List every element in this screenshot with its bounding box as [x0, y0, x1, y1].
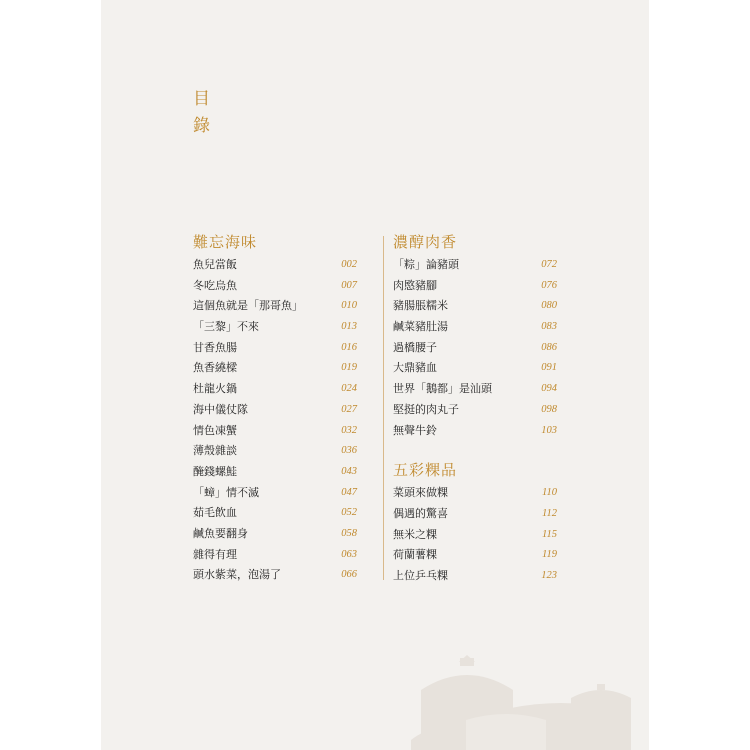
toc-entry-title: 這個魚就是「那哥魚」 — [193, 299, 303, 313]
toc-entry-page-number: 112 — [542, 507, 557, 519]
toc-entry[interactable] — [193, 462, 357, 483]
toc-entry[interactable] — [193, 338, 357, 359]
toc-entry[interactable] — [393, 566, 557, 587]
toc-entry-page-number: 019 — [341, 362, 357, 374]
toc-entry-title: 海中儀仗隊 — [193, 402, 248, 416]
toc-entry-title: 魚兒當飯 — [193, 258, 237, 271]
toc-entry-title: 甘香魚腸 — [193, 340, 237, 354]
toc-entry-page-number: 110 — [542, 487, 557, 499]
toc-entry-title: 過橋腰子 — [393, 340, 437, 354]
toc-entry[interactable] — [193, 296, 357, 317]
toc-entry[interactable] — [193, 255, 357, 276]
toc-entry-title: 荷蘭薯粿 — [393, 548, 437, 562]
toc-entry[interactable] — [193, 503, 357, 524]
toc-entry-title: 偶遇的驚喜 — [393, 506, 448, 520]
toc-entry[interactable] — [193, 317, 357, 338]
toc-entry-title: 菜頭來做粿 — [393, 486, 448, 500]
toc-entry-title: 「三黎」不來 — [193, 320, 259, 334]
toc-entry[interactable] — [393, 296, 557, 317]
toc-entry-page-number: 119 — [542, 549, 557, 561]
toc-entry[interactable] — [393, 338, 557, 359]
toc-entry-title: 冬吃烏魚 — [193, 278, 237, 292]
toc-entry-page-number: 072 — [541, 259, 557, 270]
toc-entry[interactable] — [193, 524, 357, 545]
toc-entry[interactable] — [393, 317, 557, 338]
toc-entry[interactable] — [193, 400, 357, 421]
toc-entry[interactable] — [393, 379, 557, 400]
toc-entry[interactable] — [193, 421, 357, 442]
toc-entry-page-number: 083 — [541, 321, 557, 333]
book-page — [101, 0, 649, 750]
toc-entry-page-number: 002 — [341, 259, 357, 270]
toc-entry-title: 鹹魚要翻身 — [193, 526, 248, 540]
toc-entry-title: 「粽」論豬頭 — [393, 258, 459, 271]
toc-title — [193, 86, 212, 140]
toc-entry-title: 鹹菜豬肚湯 — [393, 320, 448, 334]
toc-column-right — [393, 232, 557, 587]
toc-entry-title: 「蟑」情不滅 — [193, 485, 259, 499]
column-divider — [383, 236, 384, 580]
toc-entry-page-number: 036 — [341, 445, 357, 457]
toc-entry-page-number: 123 — [541, 569, 557, 581]
toc-entry-title: 無聲牛鈴 — [393, 423, 437, 437]
toc-entry[interactable] — [193, 565, 357, 586]
toc-entry[interactable] — [393, 504, 557, 525]
section-title: 濃醇肉香 — [393, 233, 458, 251]
toc-entry-title: 魚香繞樑 — [193, 361, 237, 375]
toc-entry-title: 情色凍蟹 — [193, 423, 237, 437]
toc-entry-title: 堅挺的肉丸子 — [393, 402, 459, 416]
toc-entry-page-number: 076 — [541, 279, 557, 291]
toc-entry-page-number: 043 — [341, 465, 357, 477]
toc-entry-page-number: 010 — [341, 300, 357, 312]
toc-entry-page-number: 027 — [341, 403, 357, 415]
building-silhouette-decoration — [101, 600, 649, 750]
toc-entry-page-number: 032 — [341, 424, 357, 436]
toc-entry-title: 大鼎豬血 — [393, 361, 437, 375]
toc-entry[interactable] — [393, 276, 557, 297]
toc-entry-page-number: 007 — [341, 279, 357, 291]
toc-entry-page-number: 063 — [341, 548, 357, 560]
toc-entry-page-number: 115 — [542, 528, 557, 540]
toc-entry[interactable] — [393, 421, 557, 442]
toc-entry-title: 茹毛飲血 — [193, 506, 237, 520]
toc-entry-page-number: 013 — [341, 321, 357, 333]
toc-entry-page-number: 086 — [541, 341, 557, 353]
toc-entry-page-number: 094 — [541, 383, 557, 395]
toc-entry-title: 杜龍火鍋 — [193, 382, 237, 396]
toc-entry[interactable] — [193, 276, 357, 297]
toc-entry-page-number: 103 — [541, 424, 557, 436]
toc-entry[interactable] — [193, 545, 357, 566]
toc-column-left — [193, 232, 357, 586]
toc-entry[interactable] — [393, 483, 557, 504]
toc-entry-title: 肉愍豬腳 — [393, 278, 437, 292]
toc-entry-page-number: 066 — [341, 569, 357, 581]
section-title: 難忘海味 — [193, 233, 258, 251]
toc-entry-title: 頭水紫菜，泡湯了 — [193, 568, 281, 582]
toc-entry[interactable] — [393, 255, 557, 276]
toc-entry[interactable] — [393, 525, 557, 546]
toc-entry[interactable] — [393, 358, 557, 379]
section-title: 五彩粿品 — [393, 461, 458, 480]
toc-title-line2: 錄 — [193, 116, 212, 136]
toc-entry[interactable] — [193, 441, 357, 462]
toc-entry-page-number: 091 — [541, 362, 557, 374]
toc-entry-title: 薄殼雜談 — [193, 444, 237, 458]
toc-entry-page-number: 047 — [341, 486, 357, 498]
toc-entry[interactable] — [393, 545, 557, 566]
toc-entry-title: 雜得有理 — [193, 547, 237, 561]
toc-entry[interactable] — [193, 379, 357, 400]
toc-entry[interactable] — [193, 483, 357, 504]
toc-entry-page-number: 016 — [341, 341, 357, 353]
toc-entry-page-number: 024 — [341, 383, 357, 395]
toc-entry-title: 醃錢螺鮭 — [193, 464, 237, 478]
toc-entry-page-number: 052 — [341, 507, 357, 519]
toc-entry-page-number: 098 — [541, 403, 557, 415]
toc-entry-page-number: 080 — [541, 300, 557, 312]
toc-entry-title: 世界「鵝都」是汕頭 — [393, 382, 492, 396]
toc-entry-title: 上位乒乓粿 — [393, 568, 448, 582]
toc-entry-title: 無米之粿 — [393, 527, 437, 541]
toc-entry[interactable] — [393, 400, 557, 421]
toc-entry-title: 豬腸脹糯米 — [393, 299, 448, 313]
toc-entry-page-number: 058 — [341, 527, 357, 539]
toc-entry[interactable] — [193, 358, 357, 379]
toc-title-line1: 目 — [193, 89, 212, 109]
